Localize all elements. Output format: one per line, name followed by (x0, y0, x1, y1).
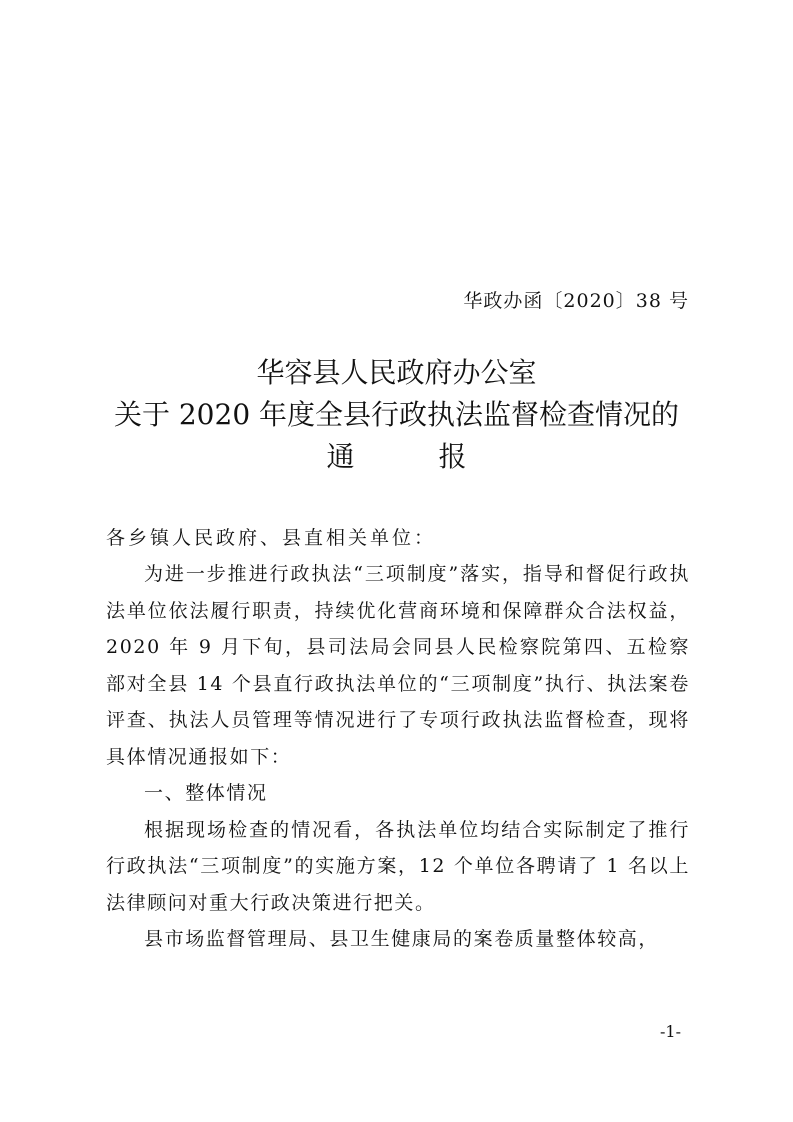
document-title (0, 352, 793, 478)
title-line-1: 华容县人民政府办公室 (256, 356, 537, 389)
title-line-2: 关于 2020 年度全县行政执法监督检查情况的 (113, 398, 680, 431)
page-number: -1- (660, 1022, 681, 1041)
title-char-bao: 报 (438, 440, 467, 473)
title-char-tong: 通 (326, 440, 355, 473)
title-line-3 (0, 436, 793, 478)
document-body (106, 556, 690, 958)
paragraph-intro: 为进一步推进行政执法“三项制度”落实，指导和督促行政执法单位依法履行职责，持续优化营商环境和保障群众合法权益，2020 年 9 月下旬，县司法局会同县人民检察院第四、五检察部对全县 14 个县直行政执法单位的“三项制度”执行、执法案卷评查、执法人员管理等情况进行了专项行政执法监督检查，现将具体情况通报如下： (106, 563, 690, 768)
salutation: 各乡镇人民政府、县直相关单位： (106, 527, 437, 549)
document-number: 华政办函〔2020〕38 号 (463, 290, 689, 312)
paragraph-overall: 根据现场检查的情况看，各执法单位均结合实际制定了推行行政执法“三项制度”的实施方案，12 个单位各聘请了 1 名以上法律顾问对重大行政决策进行把关。 (106, 818, 690, 914)
paragraph-case-quality: 县市场监督管理局、县卫生健康局的案卷质量整体较高， (144, 928, 660, 950)
section-heading: 一、整体情况 (144, 782, 268, 804)
